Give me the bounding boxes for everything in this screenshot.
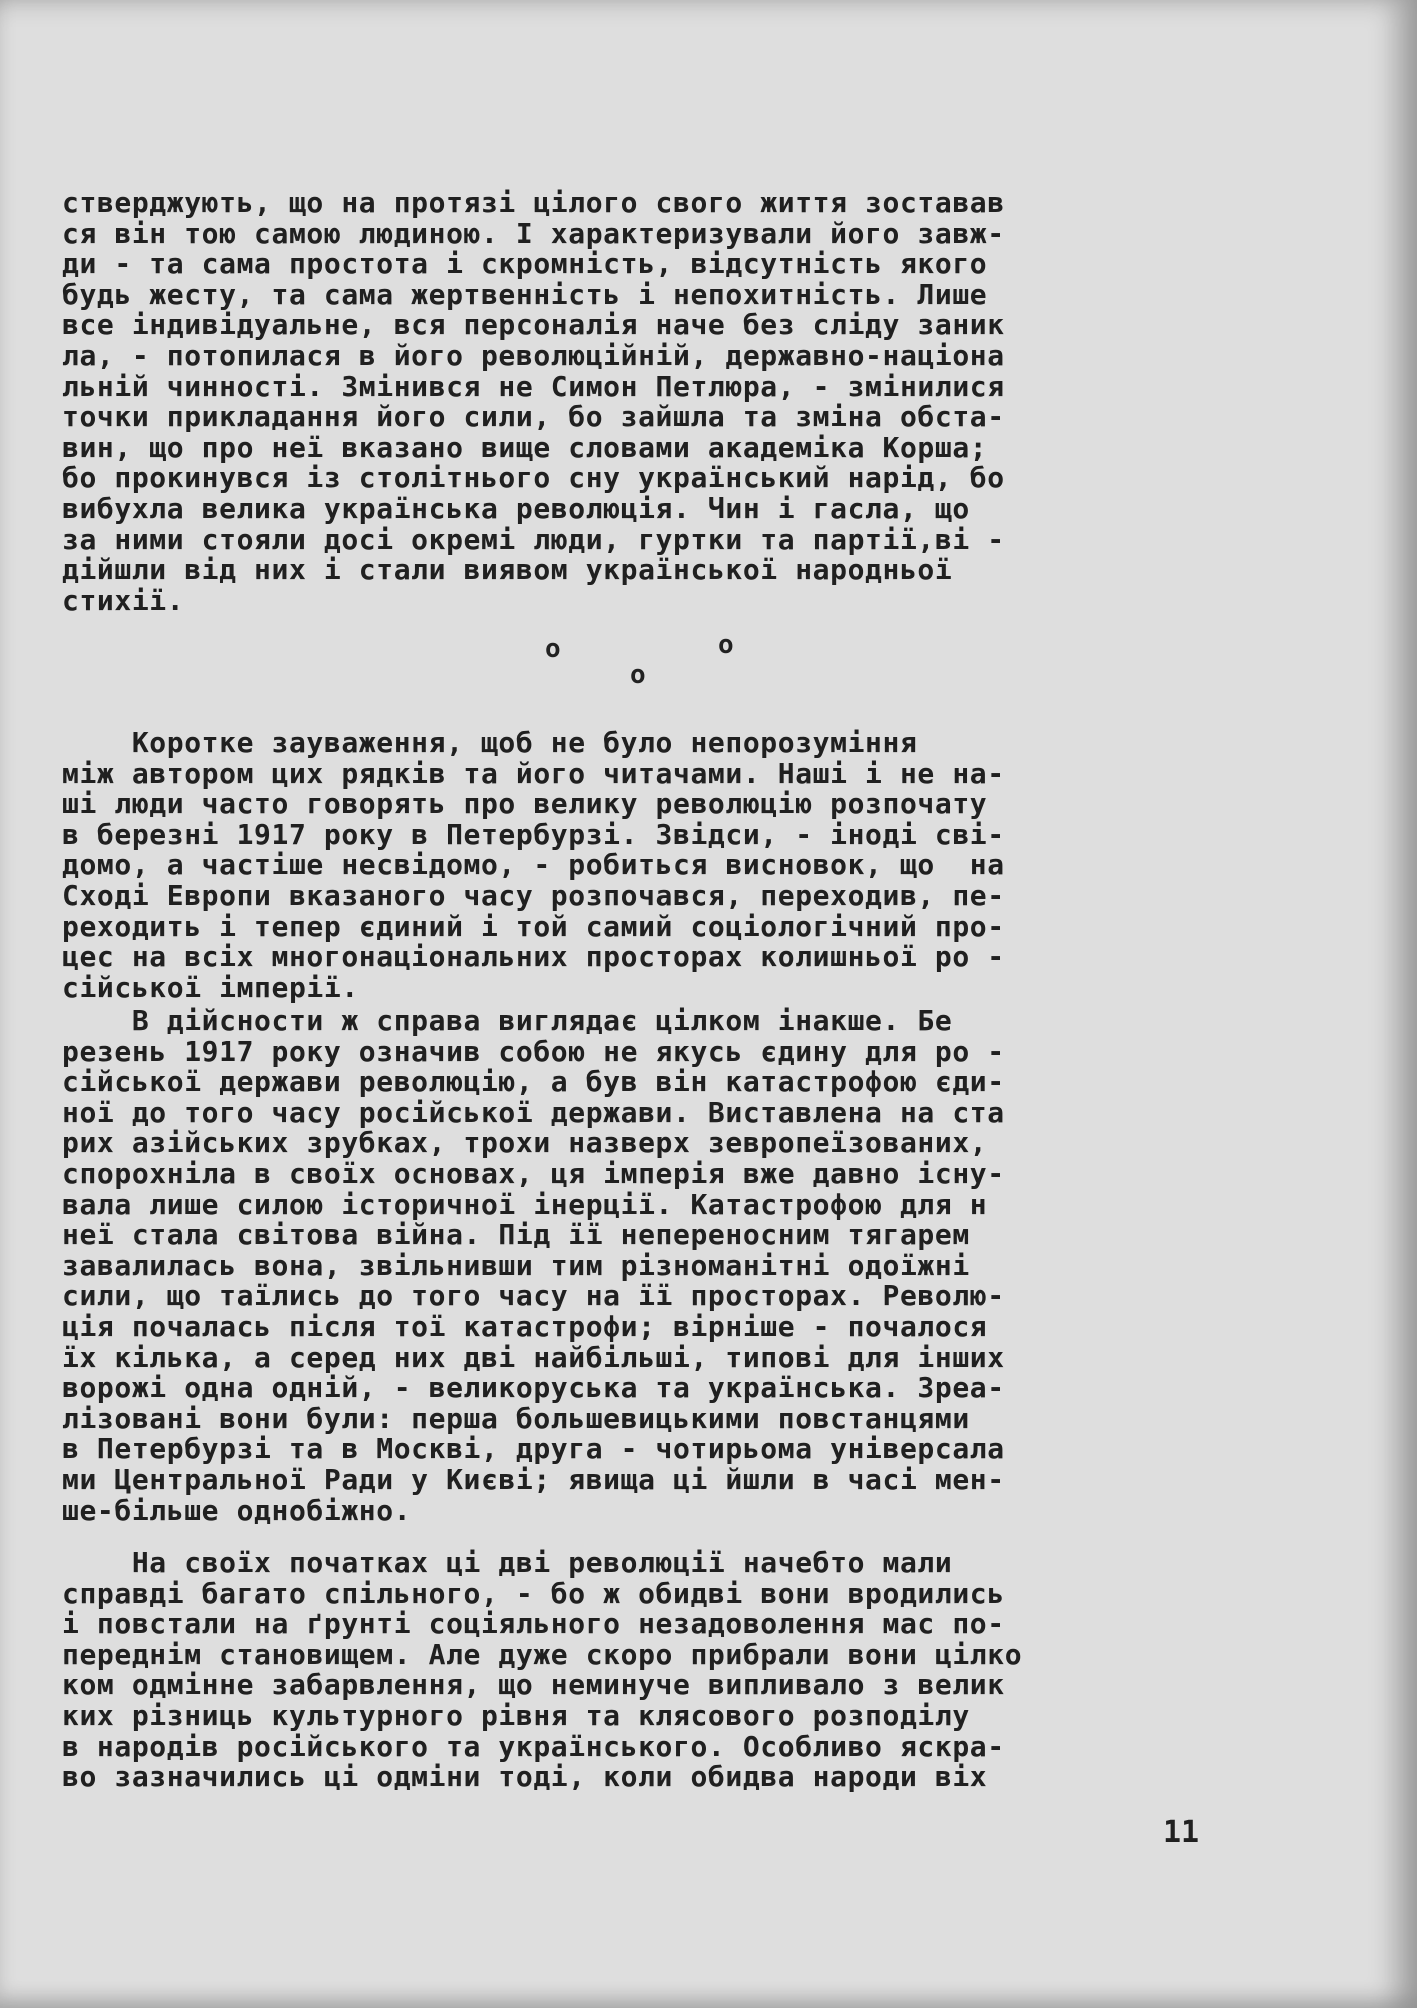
text-line: На своїх початках ці дві революції начебто мали [62, 1548, 953, 1579]
text-line: вала лише силою історичної інерції. Катастрофою для н [62, 1189, 988, 1221]
text-line: стверджують, що на протязі цілого свого життя зоставав [62, 188, 1005, 219]
text-line: будь жесту, та сама жертвенність і непохитність. Лише [62, 279, 988, 311]
separator-mark-right: о [718, 630, 734, 660]
text-line: їх кілька, а серед них дві найбільші, типові для інших [62, 1342, 1005, 1374]
text-line: ких різниць культурного рівня та клясового розподілу [62, 1700, 970, 1732]
text-line: лізовані вони були: перша большевицькими повстанцями [62, 1403, 970, 1435]
paragraph-1 [62, 188, 1222, 616]
text-line: спорохніла в своїх основах, ця імперія вже давно існу- [62, 1158, 1005, 1190]
text-line: рих азійських зрубках, трохи назверх зевропеїзованих, [62, 1128, 988, 1159]
paragraph-3 [62, 1006, 1222, 1526]
text-line: ші люди часто говорять про велику революцію розпочату [62, 789, 988, 820]
text-line: льній чинності. Змінився не Симон Петлюра, - змінилися [62, 371, 1005, 403]
text-line: во зазначились ці одміни тоді, коли обидва народи віх [62, 1762, 988, 1793]
text-line: ної до того часу російської держави. Виставлена на ста [62, 1097, 1005, 1129]
text-line: сили, що таїлись до того часу на її просторах. Револю- [62, 1281, 1005, 1312]
text-line: вибухла велика українська революція. Чин і гасла, що [62, 493, 970, 525]
text-line: завалилась вона, звільнивши тим різноманітні одоїжні [62, 1250, 970, 1282]
text-line: і повстали на ґрунті соціяльного незадоволення мас по- [62, 1609, 1005, 1640]
separator-mark-left: о [545, 634, 561, 664]
separator-mark-bottom: о [630, 660, 646, 690]
text-line: ція почалась після тої катастрофи; вірніше - почалося [62, 1311, 988, 1343]
text-line: вин, що про неї вказано вище словами академіка Корша; [62, 432, 988, 464]
text-line: В дійсности ж справа виглядає цілком інакше. Бе [62, 1006, 953, 1037]
text-line: за ними стояли досі окремі люди, гуртки та партії,ві - [62, 524, 1005, 556]
text-line: ше-більше однобіжно. [62, 1495, 412, 1527]
text-line: ла, - потопилася в його революційній, державно-націона [62, 340, 1005, 372]
page-number: 11 [1163, 1815, 1200, 1850]
text-line: бо прокинувся із столітнього сну український нарід, бо [62, 463, 1005, 494]
text-line: резень 1917 року означив собою не якусь єдину для ро - [62, 1036, 1005, 1068]
text-line: Коротке зауваження, щоб не було непорозуміння [62, 728, 918, 759]
text-line: дійшли від них і стали виявом української народньої [62, 555, 953, 586]
text-line: в березні 1917 року в Петербурзі. Звідси, - іноді сві- [62, 819, 1005, 851]
text-line: сійської держави революцію, а був він катастрофою єди- [62, 1067, 1005, 1098]
text-line: реходить і тепер єдиний і той самий соціологічний про- [62, 911, 1005, 943]
text-line: Сході Европи вказаного часу розпочався, переходив, пе- [62, 880, 1005, 912]
text-line: точки прикладання його сили, бо зайшла та зміна обста- [62, 402, 1005, 433]
text-line: переднім становищем. Але дуже скоро прибрали вони цілко [62, 1639, 1023, 1671]
text-line: цес на всіх многонаціональних просторах колишньої ро - [62, 942, 1005, 973]
text-line: в народів російського та українського. Особливо яскра- [62, 1731, 1005, 1763]
text-line: неї стала світова війна. Під її непереносним тягарем [62, 1220, 970, 1251]
text-line: стихії. [62, 585, 185, 617]
text-line: між автором цих рядків та його читачами. Наші і не на- [62, 758, 1005, 790]
text-line: ди - та сама простота і скромність, відсутність якого [62, 249, 988, 280]
text-line: ком одмінне забарвлення, що неминуче випливало з велик [62, 1670, 1005, 1701]
text-line: домо, а частіше несвідомо, - робиться висновок, що на [62, 850, 1005, 881]
text-line: все індивідуальне, вся персоналія наче без сліду заник [62, 310, 1005, 341]
paragraph-4 [62, 1548, 1222, 1793]
text-line: справді багато спільного, - бо ж обидві вони вродились [62, 1578, 1005, 1610]
text-line: сійської імперії. [62, 972, 359, 1004]
text-line: ми Центральної Ради у Києві; явища ці йшли в часі мен- [62, 1464, 1005, 1496]
text-line: ся він тою самою людиною. І характеризували його завж- [62, 218, 1005, 250]
paragraph-2 [62, 728, 1222, 1003]
text-line: в Петербурзі та в Москві, друга - чотирьома універсала [62, 1434, 1005, 1465]
text-line: ворожі одна одній, - великоруська та українська. Зреа- [62, 1373, 1005, 1404]
